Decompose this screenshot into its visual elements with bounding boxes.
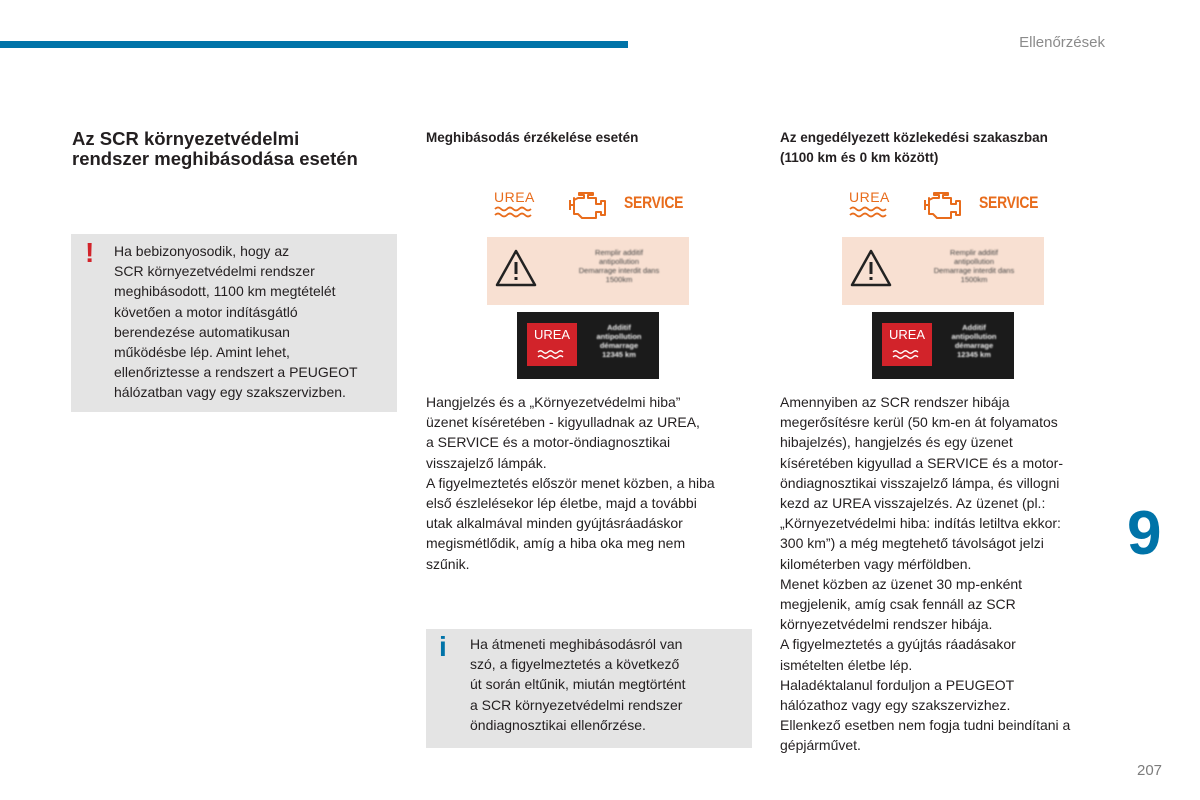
- display-line: Demarrage interdit dans: [933, 266, 1015, 275]
- display-message-screen: [487, 237, 689, 305]
- urea-lamp-label: UREA: [494, 189, 535, 205]
- display-line: démarrage: [954, 341, 994, 350]
- display-urea-text: [940, 323, 1008, 359]
- body-line: megismétlődik, amíg a hiba oka meg nem: [426, 535, 686, 552]
- warning-triangle-icon: [495, 248, 537, 288]
- display-line: Additif: [607, 323, 631, 332]
- indicator-lamps-left: [494, 189, 694, 223]
- display-line: Remplir additif: [950, 248, 998, 257]
- info-text: [470, 634, 740, 735]
- body-line: A figyelmeztetés először menet közben, a hiba: [426, 474, 715, 491]
- urea-waves-icon: [537, 349, 567, 359]
- urea-display-label: UREA: [533, 327, 571, 342]
- display-urea-screen: [517, 312, 659, 379]
- body-line: megerősítésre kerül (50 km-en át folyamatos: [780, 414, 1058, 431]
- engine-lamp-icon: [567, 190, 609, 220]
- urea-display-icon: [527, 323, 577, 366]
- section-title: Ellenőrzések: [1019, 34, 1105, 51]
- body-line: ismételten életbe lép.: [780, 656, 913, 673]
- display-message-text: [914, 248, 1034, 284]
- page-number: 207: [1137, 762, 1163, 779]
- warning-line: működésbe lép. Amint lehet,: [114, 344, 290, 361]
- warning-line: meghibásodott, 1100 km megtételét: [114, 283, 336, 300]
- warning-line: hálózatban vagy egy szakszervizben.: [114, 384, 346, 401]
- display-line: 1500km: [605, 275, 633, 284]
- service-lamp-icon: SERVICE: [979, 193, 1039, 212]
- chapter-number: 9: [1127, 499, 1162, 568]
- display-urea-screen: [872, 312, 1014, 379]
- info-line: öndiagnosztikai ellenőrzése.: [470, 716, 646, 733]
- body-line: Haladéktalanul forduljon a PEUGEOT: [780, 676, 1015, 693]
- body-line: kilométerben vagy mérföldben.: [780, 555, 972, 572]
- warning-line: követően a motor indításgátló: [114, 303, 298, 320]
- body-line: Menet közben az üzenet 30 mp-enként: [780, 575, 1023, 592]
- info-line: a SCR környezetvédelmi rendszer: [470, 696, 683, 713]
- urea-waves-icon: [849, 205, 893, 219]
- warning-line: Ha bebizonyosodik, hogy az: [114, 243, 290, 259]
- display-line: antipollution: [953, 257, 995, 266]
- display-line: antipollution: [598, 257, 640, 266]
- display-line: 12345 km: [957, 350, 991, 359]
- page-title-line: rendszer meghibásodása esetén: [72, 148, 358, 169]
- display-urea-text: [585, 323, 653, 359]
- display-line: antipollution: [951, 332, 997, 341]
- urea-lamp-icon: [849, 189, 897, 221]
- body-line: utak alkalmával minden gyújtásráadáskor: [426, 515, 683, 532]
- warning-line: berendezése automatikusan: [114, 323, 290, 340]
- body-line: öndiagnosztikai visszajelző lámpa, és villogni: [780, 474, 1060, 491]
- body-line: a SERVICE és a motor-öndiagnosztikai: [426, 434, 671, 451]
- warning-text: [114, 241, 394, 403]
- body-line: hibajelzés), hangjelzés és egy üzenet: [780, 434, 1013, 451]
- urea-lamp-icon: [494, 189, 542, 221]
- page-title-line: Az SCR környezetvédelmi: [72, 128, 300, 149]
- body-line: szűnik.: [426, 555, 470, 572]
- indicator-lamps-right: [849, 189, 1049, 223]
- engine-lamp-icon: [922, 190, 964, 220]
- body-line: „Környezetvédelmi hiba: indítás letiltva ekkor:: [780, 515, 1061, 532]
- display-message-text: [559, 248, 679, 284]
- service-lamp-icon: SERVICE: [624, 193, 684, 212]
- display-line: antipollution: [596, 332, 642, 341]
- body-line: első észlelésekor lép életbe, majd a további: [426, 495, 697, 512]
- col3-heading: [780, 128, 1048, 168]
- col2-heading: Meghibásodás érzékelése esetén: [426, 130, 639, 145]
- col3-heading-line: (1100 km és 0 km között): [780, 150, 939, 165]
- urea-display-icon: [882, 323, 932, 366]
- exclamation-icon: !: [85, 237, 95, 268]
- warning-line: SCR környezetvédelmi rendszer: [114, 263, 315, 280]
- display-line: 12345 km: [602, 350, 636, 359]
- display-message-screen: [842, 237, 1044, 305]
- body-line: Amennyiben az SCR rendszer hibája: [780, 394, 1010, 410]
- urea-waves-icon: [892, 349, 922, 359]
- warning-line: ellenőriztesse a rendszert a PEUGEOT: [114, 364, 358, 381]
- header-accent-bar: [0, 41, 628, 48]
- body-line: visszajelző lámpák.: [426, 454, 547, 471]
- display-line: démarrage: [599, 341, 639, 350]
- page-title: [72, 129, 402, 169]
- body-line: Ellenkező esetben nem fogja tudni beindítani a: [780, 717, 1071, 734]
- body-line: üzenet kíséretében - kigyulladnak az UREA,: [426, 414, 700, 431]
- info-icon: i: [439, 631, 447, 662]
- body-line: kezd az UREA visszajelzés. Az üzenet (pl.:: [780, 495, 1046, 512]
- urea-lamp-label: UREA: [849, 189, 890, 205]
- display-line: Additif: [962, 323, 986, 332]
- display-line: 1500km: [960, 275, 988, 284]
- info-line: Ha átmeneti meghibásodásról van: [470, 636, 683, 652]
- display-line: Remplir additif: [595, 248, 643, 257]
- body-line: 300 km”) a még megtehető távolságot jelzi: [780, 535, 1044, 552]
- body-line: hálózathoz vagy egy szakszervizhez.: [780, 697, 1011, 714]
- col3-body: [780, 392, 1120, 756]
- col3-heading-line: Az engedélyezett közlekedési szakaszban: [780, 130, 1048, 145]
- col2-body: [426, 392, 756, 574]
- body-line: megjelenik, amíg csak fennáll az SCR: [780, 596, 1016, 613]
- body-line: kíséretében kigyullad a SERVICE és a motor-: [780, 454, 1063, 471]
- body-line: környezetvédelmi rendszer hibája.: [780, 616, 993, 633]
- body-line: gépjárművet.: [780, 737, 861, 754]
- body-line: Hangjelzés és a „Környezetvédelmi hiba”: [426, 394, 681, 410]
- body-line: A figyelmeztetés a gyújtás ráadásakor: [780, 636, 1016, 653]
- info-line: út során eltűnik, miután megtörtént: [470, 676, 686, 693]
- urea-display-label: UREA: [888, 327, 926, 342]
- info-line: szó, a figyelmeztetés a következő: [470, 656, 680, 673]
- urea-waves-icon: [494, 205, 538, 219]
- warning-triangle-icon: [850, 248, 892, 288]
- display-line: Demarrage interdit dans: [578, 266, 660, 275]
